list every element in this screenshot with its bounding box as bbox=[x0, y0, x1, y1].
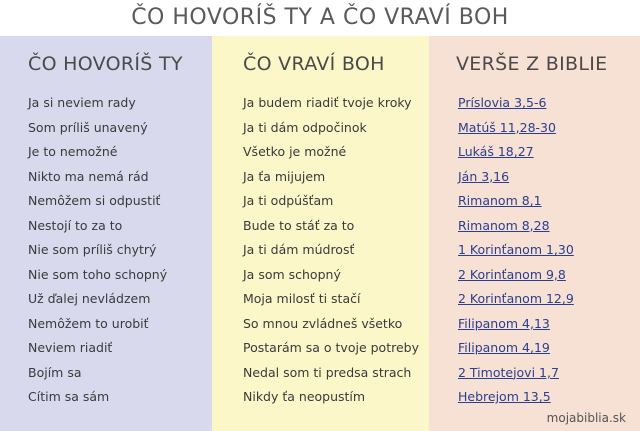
verse-link[interactable]: 1 Korinťanom 1,30 bbox=[458, 242, 574, 257]
list-item bbox=[458, 91, 640, 116]
column-bible-verses bbox=[429, 36, 640, 431]
list-item bbox=[458, 312, 640, 337]
list-item bbox=[458, 214, 640, 239]
verse-link[interactable]: 2 Korinťanom 9,8 bbox=[458, 266, 566, 282]
list-item bbox=[458, 336, 640, 361]
list-item bbox=[458, 140, 640, 165]
verse-link[interactable]: Matúš 11,28-30 bbox=[458, 119, 556, 135]
column-what-you-say bbox=[0, 36, 212, 431]
list-item bbox=[458, 116, 640, 141]
verse-link[interactable]: Lukáš 18,27 bbox=[458, 144, 534, 159]
list-item bbox=[458, 189, 640, 214]
list-item: Bojím sa bbox=[28, 364, 82, 380]
verse-link[interactable]: Filipanom 4,19 bbox=[458, 340, 550, 355]
list-what-you-say bbox=[28, 91, 212, 410]
list-item: Nestojí to za to bbox=[28, 217, 123, 233]
list-item: Ja ťa mijujem bbox=[243, 168, 326, 184]
list-item: Ja ti odpúšťam bbox=[243, 193, 334, 208]
site-credit: mojabiblia.sk bbox=[546, 411, 626, 425]
list-item bbox=[458, 263, 640, 288]
verse-link[interactable]: Príslovia 3,5-6 bbox=[458, 95, 547, 110]
list-item: Ja si neviem rady bbox=[28, 95, 136, 110]
list-item: Moja milosť ti stačí bbox=[243, 291, 361, 306]
column-what-god-says bbox=[212, 36, 429, 431]
list-item: Bude to stáť za to bbox=[243, 217, 355, 233]
list-item: Ja ti dám múdrosť bbox=[243, 242, 355, 257]
list-item: Nie som toho schopný bbox=[28, 266, 168, 282]
verse-link[interactable]: Hebrejom 13,5 bbox=[458, 389, 551, 404]
list-item: Ja som schopný bbox=[243, 266, 341, 282]
list-item: Som príliš unavený bbox=[28, 119, 148, 135]
list-item bbox=[458, 385, 640, 410]
list-item bbox=[458, 361, 640, 386]
verse-link[interactable]: 2 Korinťanom 12,9 bbox=[458, 291, 574, 306]
verse-link[interactable]: Rimanom 8,1 bbox=[458, 193, 542, 208]
list-item: Ja budem riadiť tvoje kroky bbox=[243, 95, 412, 110]
column-header-what-you-say: ČO HOVORÍŠ TY bbox=[28, 53, 183, 75]
page-title: ČO HOVORÍŠ TY A ČO VRAVÍ BOH bbox=[131, 5, 509, 30]
list-item: Je to nemožné bbox=[28, 144, 118, 159]
list-item: Nedal som ti predsa strach bbox=[243, 364, 412, 380]
list-item: Cítim sa sám bbox=[28, 389, 110, 404]
list-item: So mnou zvládneš všetko bbox=[243, 315, 403, 331]
list-what-god-says bbox=[243, 91, 429, 410]
list-item: Nikdy ťa neopustím bbox=[243, 389, 366, 404]
verse-link[interactable]: Ján 3,16 bbox=[458, 168, 510, 184]
list-item bbox=[458, 165, 640, 190]
list-bible-verses bbox=[458, 91, 640, 410]
verse-link[interactable]: Filipanom 4,13 bbox=[458, 315, 550, 331]
list-item: Nikto ma nemá rád bbox=[28, 168, 149, 184]
list-item: Nemôžem si odpustiť bbox=[28, 193, 161, 208]
list-item bbox=[458, 238, 640, 263]
list-item: Nemôžem to urobiť bbox=[28, 315, 149, 331]
verse-link[interactable]: Rimanom 8,28 bbox=[458, 217, 550, 233]
column-header-what-god-says: ČO VRAVÍ BOH bbox=[243, 53, 385, 75]
list-item: Neviem riadiť bbox=[28, 340, 113, 355]
verse-link[interactable]: 2 Timotejovi 1,7 bbox=[458, 364, 559, 380]
list-item: Postarám sa o tvoje potreby bbox=[243, 340, 419, 355]
list-item: Ja ti dám odpočinok bbox=[243, 119, 367, 135]
list-item: Už ďalej nevládzem bbox=[28, 291, 151, 306]
column-header-bible-verses: VERŠE Z BIBLIE bbox=[456, 53, 608, 75]
list-item: Nie som príliš chytrý bbox=[28, 242, 157, 257]
list-item bbox=[458, 287, 640, 312]
list-item: Všetko je možné bbox=[243, 144, 347, 159]
